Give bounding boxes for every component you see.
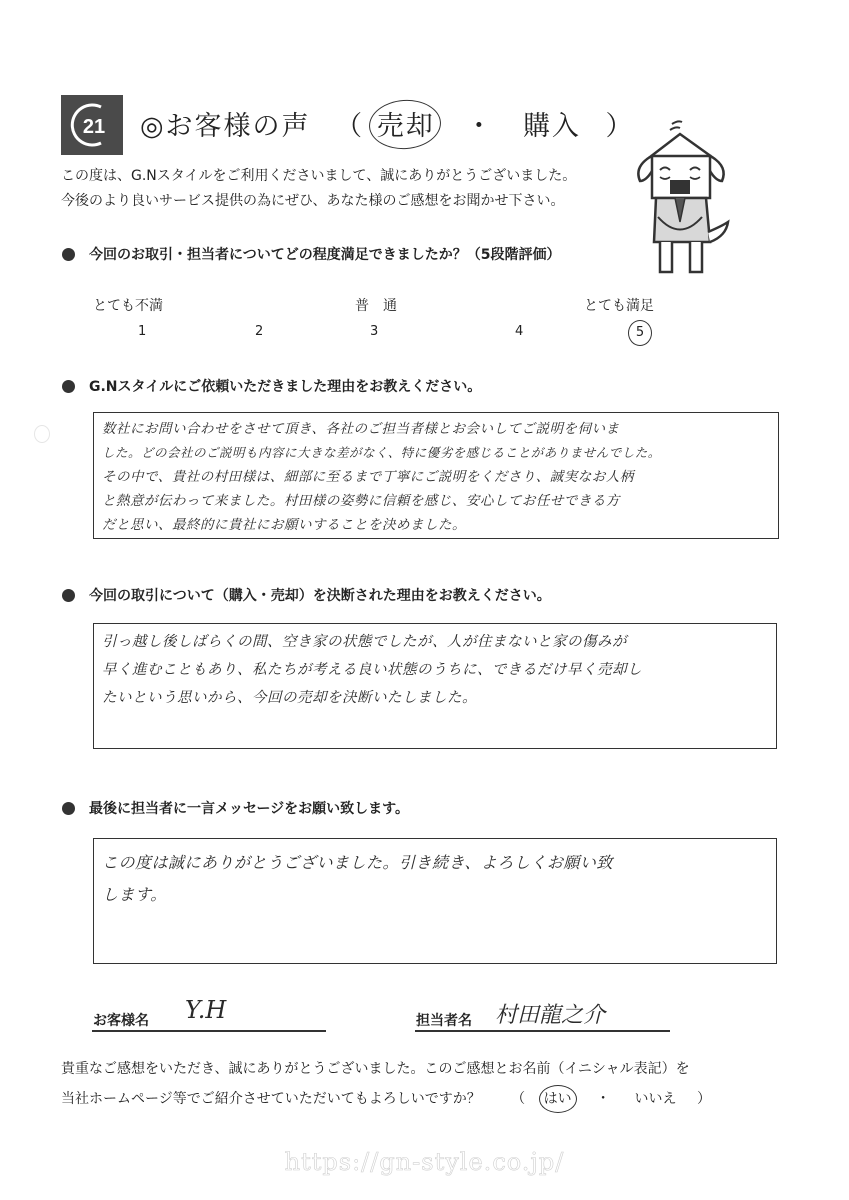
- svg-text:21: 21: [82, 116, 106, 138]
- rating-option-4[interactable]: 4: [515, 324, 524, 339]
- question-message-to-staff: 最後に担当者に一言メッセージをお願い致します。: [62, 798, 409, 818]
- question-reason-for-decision: 今回の取引について（購入・売却）を決断された理由をお教えください。: [62, 585, 551, 605]
- consent-yes-circled[interactable]: はい: [544, 1088, 572, 1108]
- bullet-icon: [62, 802, 75, 815]
- answer-line: 数社にお問い合わせをさせて頂き、各社のご担当者様とお会いしてご説明を伺いま: [102, 421, 620, 437]
- scale-label-mid: 普 通: [355, 298, 397, 314]
- answer-box-reason-for-decision[interactable]: [93, 623, 777, 749]
- option-sell-circled[interactable]: 売却: [375, 104, 437, 143]
- customer-name-label: お客様名: [93, 1013, 149, 1029]
- answer-box-reason-for-request[interactable]: [93, 412, 779, 539]
- staff-name-label: 担当者名: [416, 1013, 472, 1029]
- bullet-icon: [62, 380, 75, 393]
- c21-logo-icon: [61, 95, 123, 155]
- staff-name-value[interactable]: 村田龍之介: [495, 1003, 606, 1028]
- answer-line: 引っ越し後しばらくの間、空き家の状態でしたが、人が住まないと家の傷みが: [102, 634, 627, 650]
- answer-line: たいという思いから、今回の売却を決断いたしました。: [102, 690, 477, 706]
- consent-no[interactable]: いいえ: [634, 1091, 677, 1107]
- page-title: ◎お客様の声 （ 売却 ・ 購入 ）: [140, 104, 635, 143]
- intro-line-2: 今後のより良いサービス提供の為にぜひ、あなた様のご感想をお聞かせ下さい。: [61, 193, 565, 209]
- title-text: ◎お客様の声: [140, 111, 311, 142]
- intro-line-1: この度は、G.Nスタイルをご利用くださいまして、誠にありがとうございました。: [61, 168, 577, 184]
- punch-hole-decoration: [34, 425, 50, 443]
- rating-option-1[interactable]: 1: [138, 324, 147, 339]
- question-satisfaction: 今回のお取引・担当者についてどの程度満足できましたか？（5段階評価）: [62, 244, 560, 264]
- question-reason-for-request: G.Nスタイルにご依頼いただきました理由をお教えください。: [62, 376, 481, 396]
- answer-line: した。どの会社のご説明も内容に大きな差がなく、特に優劣を感じることがありませんでした。: [102, 445, 661, 460]
- rating-option-5-selected[interactable]: 5: [628, 320, 652, 346]
- bullet-icon: [62, 589, 75, 602]
- answer-line: だと思い、最終的に貴社にお願いすることを決めました。: [102, 517, 466, 533]
- scale-label-high: とても満足: [584, 298, 654, 314]
- answer-box-message-to-staff[interactable]: [93, 838, 777, 964]
- customer-name-underline: [92, 1030, 326, 1032]
- bullet-icon: [62, 248, 75, 261]
- customer-name-value[interactable]: Y.H: [185, 996, 227, 1024]
- answer-line: 早く進むこともあり、私たちが考える良い状態のうちに、できるだけ早く売却し: [102, 662, 642, 678]
- website-url-watermark: https://gn-style.co.jp/: [284, 1148, 565, 1176]
- consent-line-1: 貴重なご感想をいただき、誠にありがとうございました。このご感想とお名前（イニシャル表記）を: [61, 1061, 690, 1077]
- answer-line: この度は誠にありがとうございました。引き続き、よろしくお願い致: [102, 853, 613, 872]
- house-dog-mascot-icon: [620, 112, 740, 277]
- staff-name-underline: [415, 1030, 670, 1032]
- answer-line: その中で、貴社の村田様は、細部に至るまで丁寧にご説明をくださり、誠実なお人柄: [102, 469, 634, 485]
- answer-line: します。: [102, 885, 167, 904]
- rating-option-3[interactable]: 3: [370, 324, 379, 339]
- century21-logo: [61, 95, 123, 155]
- answer-line: と熱意が伝わって来ました。村田様の姿勢に信頼を感じ、安心してお任せできる方: [102, 493, 620, 509]
- option-buy[interactable]: 購入: [522, 111, 581, 142]
- rating-option-2[interactable]: 2: [255, 324, 264, 339]
- consent-line-2: 当社ホームページ等でご紹介させていただいてもよろしいですか？ （ はい ・ いいえ ）: [61, 1088, 711, 1108]
- scale-label-low: とても不満: [93, 298, 163, 314]
